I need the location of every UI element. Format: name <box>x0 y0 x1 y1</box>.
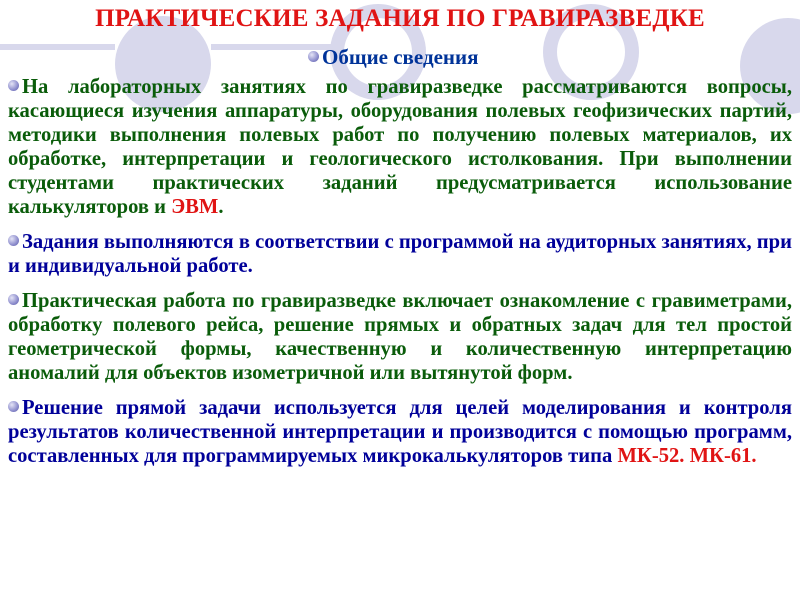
bullet-icon <box>8 294 19 305</box>
paragraph <box>8 289 792 385</box>
paragraph-text: Задания выполняются в соответствии с программой на аудиторных занятиях, при и индивидуальной работе. <box>8 231 792 277</box>
paragraph-text: Решение прямой задачи используется для целей моделирования и контроля результатов количественной интерпретации и производится с помощью программ, составленных для программируемых микрокалькуляторов типа <box>8 397 792 467</box>
subheading-text: Общие сведения <box>322 45 479 69</box>
subheading <box>308 44 478 70</box>
paragraph-text: На лабораторных занятиях по гравиразведке рассматриваются вопросы, касающиеся изучения аппаратуры, оборудования полевых геофизических партий, методики выполнения полевых работ по получению полевых материалов, их обработке, интерпретации и геологического истолкования. При выполнении студентами практических заданий предусматривается использование калькуляторов и <box>8 76 792 218</box>
decor-bar <box>0 44 115 50</box>
bullet-icon <box>8 235 19 246</box>
paragraph <box>8 396 792 468</box>
paragraph-tail: . <box>218 196 224 218</box>
bullet-icon <box>8 401 19 412</box>
paragraph-tail: . <box>751 445 757 467</box>
bullet-icon <box>308 51 319 62</box>
slide-title: ПРАКТИЧЕСКИЕ ЗАДАНИЯ ПО ГРАВИРАЗВЕДКЕ <box>95 5 705 32</box>
highlight-text: МК-52. МК-61 <box>617 445 752 467</box>
paragraph <box>8 75 792 219</box>
bullet-icon <box>8 80 19 91</box>
paragraph-text: Практическая работа по гравиразведке включает ознакомление с гравиметрами, обработку полевого рейса, решение прямых и обратных задач для тел простой геометрической формы, качественную и количественную интерпретацию аномалий для объектов изометричной или вытянутой форм. <box>8 290 792 384</box>
paragraph <box>8 230 792 278</box>
slide-body <box>8 75 792 479</box>
highlight-text: ЭВМ <box>171 196 219 218</box>
